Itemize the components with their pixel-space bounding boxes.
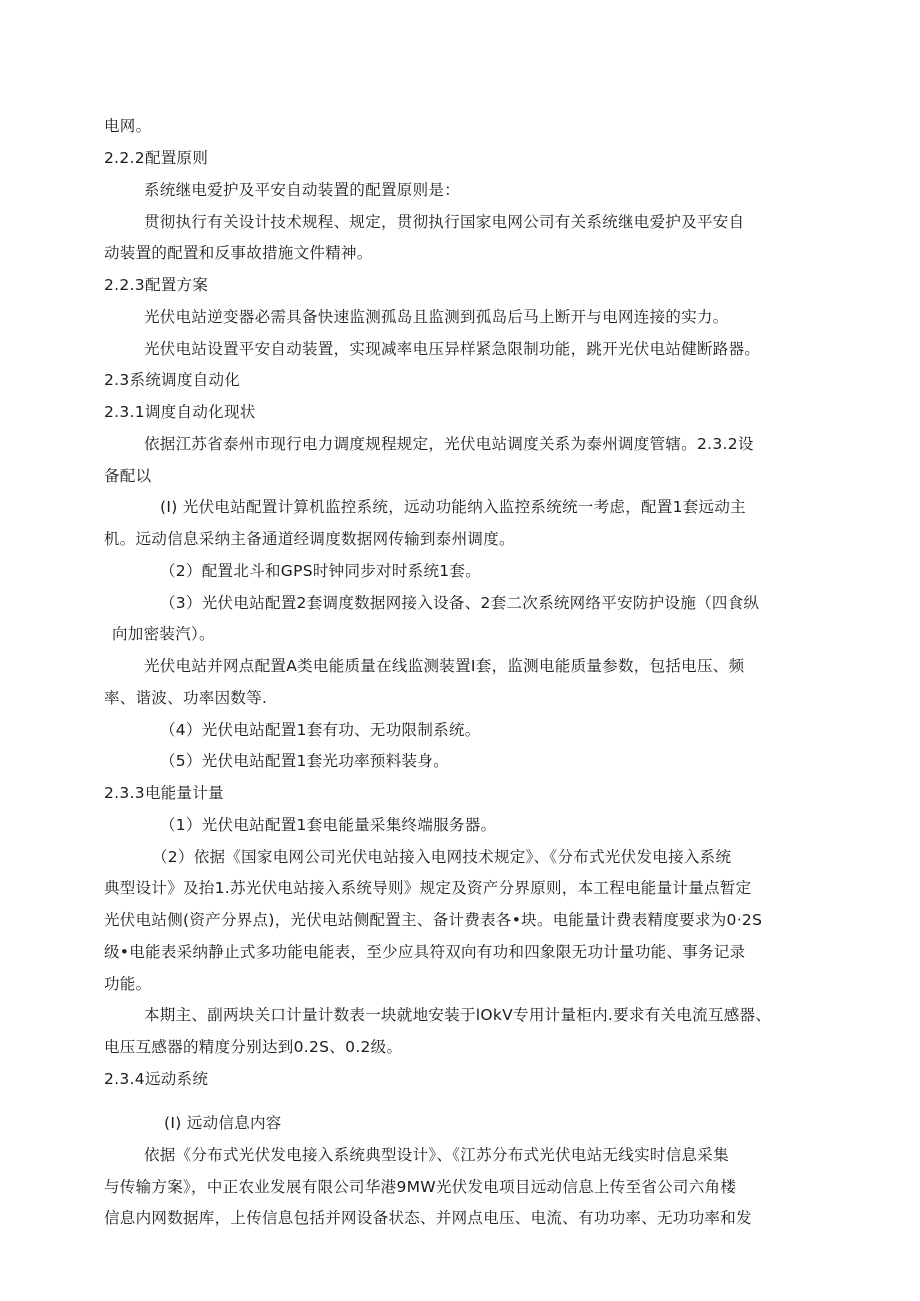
section-heading: 2.2.2配置原则 [104,149,209,167]
text-line: 向加密装汽）。 [112,625,215,643]
text-line: 电压互感器的精度分别达到0.2S、0.2级。 [104,1038,403,1056]
section-heading: 2.3.4远动系统 [104,1070,209,1088]
text-line: 功能。 [104,975,152,993]
text-line: 与传输方案》，中正农业发展有限公司华港9MW光伏发电项目远动信息上传至省公司六角楼 [104,1178,737,1196]
text-line: 动装置的配置和反事故措施文件精神。 [104,244,373,262]
text-line: 光伏电站逆变器必需具备快速监测孤岛且监测到孤岛后马上断开与电网连接的实力。 [144,308,729,326]
text-line: 本期主、副两块关口计量计数表一块就地安装于lOkV专用计量柜内.要求有关电流互感器、 [144,1006,772,1024]
text-line: （5）光伏电站配置1套光功率预料装身。 [160,752,449,770]
text-line: 光伏电站设置平安自动装置，实现减率电压异样紧急限制功能，跳开光伏电站健断路器。 [144,340,761,358]
text-line: （1）光伏电站配置1套电能量采集终端服务器。 [160,816,497,834]
section-heading: 2.2.3配置方案 [104,276,209,294]
section-heading: 2.3.3电能量计量 [104,784,224,802]
text-line: 机。远动信息采纳主备通道经调度数据网传输到泰州调度。 [104,530,515,548]
text-line: （2）依据《国家电网公司光伏电站接入电网技术规定》、《分布式光伏发电接入系统 [152,848,732,866]
section-heading: 2.3系统调度自动化 [104,371,241,389]
text-line: （4）光伏电站配置1套有功、无功限制系统。 [160,721,481,739]
text-line: (I) 远动信息内容 [164,1114,282,1132]
section-heading: 2.3.1调度自动化现状 [104,403,256,421]
text-line: （3）光伏电站配置2套调度数据网接入设备、2套二次系统网络平安防护设施（四食纵 [160,594,760,612]
text-line: (I) 光伏电站配置计算机监控系统，远动功能纳入监控系统统一考虑，配置1套远动主 [160,498,746,516]
text-line: （2）配置北斗和GPS时钟同步对时系统1套。 [160,562,482,580]
text-line: 率、谐波、功率因数等. [104,689,268,707]
text-line: 光伏电站侧(资产分界点)，光伏电站侧配置主、备计费表各•块。电能量计费表精度要求为0·2S [104,911,763,929]
text-line: 电网。 [104,117,152,135]
text-line: 级•电能表采纳静止式多功能电能表，至少应具符双向有功和四象限无功计量功能、事务记录 [104,943,746,961]
text-line: 典型设计》及抬1.苏光伏电站接入系统导则》规定及资产分界原则，本工程电能量计量点暂定 [104,879,752,897]
text-line: 依据《分布式光伏发电接入系统典型设计》、《江苏分布式光伏电站无线实时信息采集 [144,1146,729,1164]
text-line: 系统继电爱护及平安自动装置的配置原则是： [144,181,461,199]
text-line: 备配以 [104,467,152,485]
text-line: 光伏电站并网点配置A类电能质量在线监测装置I套，监测电能质量参数，包括电压、频 [144,657,745,675]
text-line: 信息内网数据库，上传信息包括并网设备状态、并网点电压、电流、有功功率、无功功率和发 [104,1209,752,1227]
text-line: 依据江苏省泰州市现行电力调度规程规定，光伏电站调度关系为泰州调度管辖。2.3.2设 [144,435,754,453]
text-line: 贯彻执行有关设计技术规程、规定，贯彻执行国家电网公司有关系统继电爱护及平安自 [144,213,745,231]
